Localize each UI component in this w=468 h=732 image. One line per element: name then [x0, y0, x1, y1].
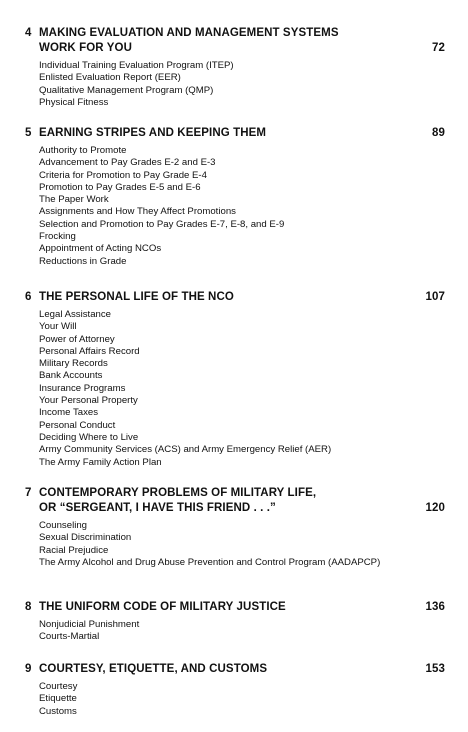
chapter-topic-list: [39, 60, 445, 109]
chapter-page-number: 136: [425, 601, 445, 613]
chapter-topic: Personal Conduct: [39, 419, 116, 431]
chapter-topic: Selection and Promotion to Pay Grades E-7, E-8, and E-9: [39, 218, 285, 230]
chapter-number: 4: [25, 27, 32, 39]
chapter-number: 7: [25, 487, 32, 499]
chapter-section: [25, 126, 445, 268]
chapter-topic: Appointment of Acting NCOs: [39, 243, 162, 255]
chapter-topic: The Army Family Action Plan: [39, 456, 162, 468]
chapter-page-number: 120: [425, 502, 445, 514]
chapter-title: [39, 662, 405, 677]
chapter-topic: Income Taxes: [39, 407, 99, 419]
chapter-topic: The Army Alcohol and Drug Abuse Prevention and Control Program (AADAPCP): [39, 556, 381, 568]
chapter-section: [25, 290, 445, 469]
chapter-topic: Sexual Discrimination: [39, 532, 132, 544]
chapter-topic: Legal Assistance: [39, 309, 111, 320]
chapter-page-number: 89: [432, 127, 445, 139]
chapter-topic-list: [39, 520, 445, 569]
chapter-topic: Deciding Where to Live: [39, 431, 139, 443]
chapter-title-line: OR “SERGEANT, I HAVE THIS FRIEND . . .”: [39, 502, 276, 514]
chapter-topic-list: [39, 681, 445, 718]
chapter-topic: Etiquette: [39, 693, 77, 705]
chapter-heading: [25, 290, 445, 305]
chapter-number: 9: [25, 663, 32, 675]
chapter-topic: Courtesy: [39, 681, 78, 692]
chapter-topic: Advancement to Pay Grades E-2 and E-3: [39, 157, 216, 169]
chapter-heading: [25, 26, 445, 56]
chapter-title-line: COURTESY, ETIQUETTE, AND CUSTOMS: [39, 663, 268, 675]
chapter-topic: Frocking: [39, 231, 76, 243]
chapter-section: [25, 662, 445, 718]
chapter-title: [39, 126, 405, 141]
chapter-topic: Customs: [39, 705, 77, 717]
chapter-title: [39, 290, 405, 305]
chapter-topic: Your Will: [39, 321, 77, 333]
chapter-topic: Qualitative Management Program (QMP): [39, 84, 214, 96]
chapter-title-line: THE UNIFORM CODE OF MILITARY JUSTICE: [39, 601, 286, 613]
chapter-page-number: 72: [432, 42, 445, 54]
chapter-heading: [25, 662, 445, 677]
chapter-number: 8: [25, 601, 32, 613]
chapter-topic: Courts-Martial: [39, 631, 100, 643]
chapter-title: [39, 486, 405, 516]
chapter-topic: Racial Prejudice: [39, 544, 109, 556]
chapter-number: 5: [25, 127, 32, 139]
chapter-title-line: THE PERSONAL LIFE OF THE NCO: [39, 291, 234, 303]
chapter-topic: Nonjudicial Punishment: [39, 619, 140, 630]
chapter-heading: [25, 126, 445, 141]
chapter-topic: Counseling: [39, 520, 88, 531]
chapter-title: [39, 600, 405, 615]
chapter-topic: Your Personal Property: [39, 395, 138, 407]
chapter-topic: Bank Accounts: [39, 370, 103, 382]
chapter-topic-list: [39, 145, 445, 268]
chapter-section: [25, 26, 445, 109]
chapter-title: [39, 26, 405, 56]
chapter-topic: Physical Fitness: [39, 96, 109, 108]
chapter-topic: Individual Training Evaluation Program (ITEP): [39, 60, 234, 71]
chapter-topic: Personal Affairs Record: [39, 345, 140, 357]
chapter-topic: Army Community Services (ACS) and Army Emergency Relief (AER): [39, 444, 332, 456]
chapter-number: 6: [25, 291, 32, 303]
chapter-section: [25, 600, 445, 644]
chapter-topic: Enlisted Evaluation Report (EER): [39, 72, 181, 84]
chapter-topic: Insurance Programs: [39, 382, 126, 394]
chapter-page-number: 153: [425, 663, 445, 675]
chapter-heading: [25, 486, 445, 516]
chapter-topic: The Paper Work: [39, 194, 109, 206]
chapter-topic: Assignments and How They Affect Promotions: [39, 206, 236, 218]
chapter-topic: Criteria for Promotion to Pay Grade E-4: [39, 169, 207, 181]
chapter-section: [25, 486, 445, 569]
chapter-topic: Power of Attorney: [39, 333, 115, 345]
chapter-title-line: EARNING STRIPES AND KEEPING THEM: [39, 127, 267, 139]
chapter-topic: Reductions in Grade: [39, 255, 127, 267]
chapter-page-number: 107: [425, 291, 445, 303]
chapter-topic: Authority to Promote: [39, 145, 127, 156]
chapter-topic: Promotion to Pay Grades E-5 and E-6: [39, 181, 201, 193]
chapter-title-line: CONTEMPORARY PROBLEMS OF MILITARY LIFE,: [39, 487, 317, 499]
chapter-topic-list: [39, 619, 445, 644]
chapter-topic: Military Records: [39, 358, 108, 370]
chapter-heading: [25, 600, 445, 615]
chapter-title-line: WORK FOR YOU: [39, 42, 132, 54]
chapter-topic-list: [39, 309, 445, 469]
chapter-title-line: MAKING EVALUATION AND MANAGEMENT SYSTEMS: [39, 27, 339, 39]
